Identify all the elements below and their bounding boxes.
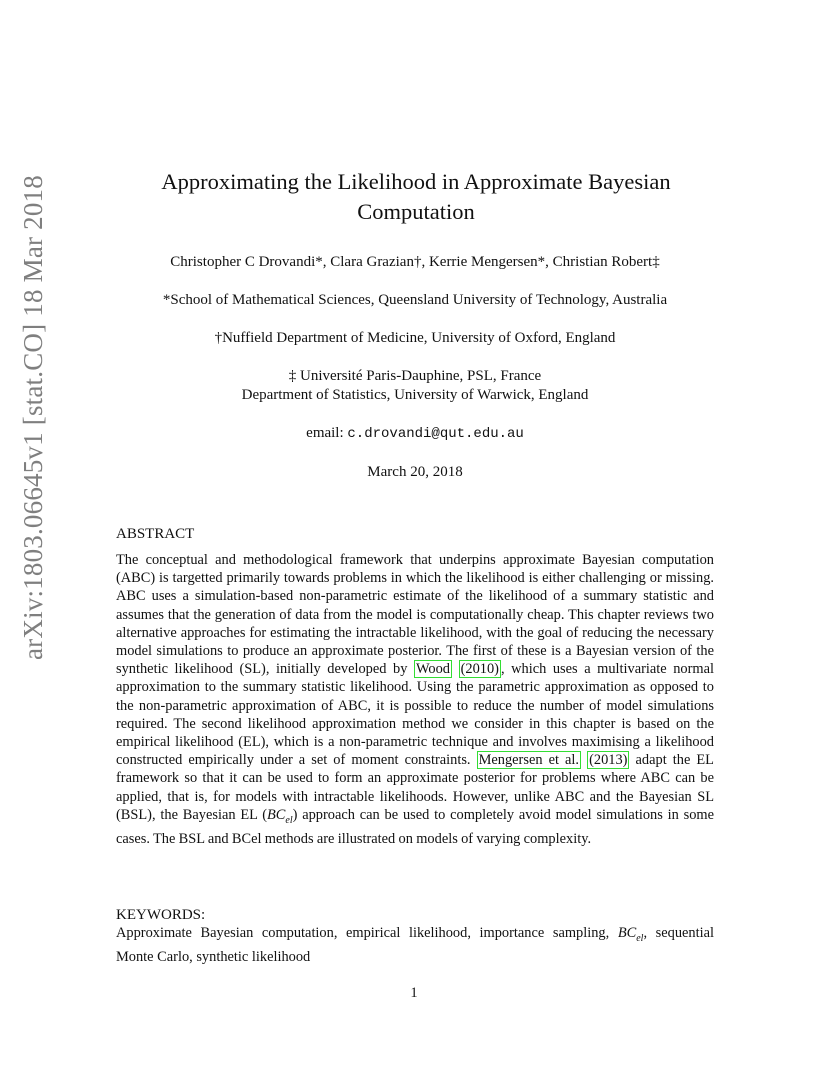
email-address: c.drovandi@qut.edu.au — [347, 426, 524, 442]
abstract-text-part4: ) approach can be used to completely avoid model simulations in some cases. The BSL and BCel methods are illustrated on models of varying complexity. — [116, 806, 715, 847]
arxiv-identifier-stamp: arXiv:1803.06645v1 [stat.CO] 18 Mar 2018 — [18, 175, 48, 660]
paper-date: March 20, 2018 — [367, 464, 463, 480]
abstract-text-part3: adapt the EL framework so that it can be used to form an approximate posterior for problems where ABC can be applied, that is, for models with intractable likelihoods. However, unlike ABC and the Bayesian SL (BSL), the Bayesian EL ( — [116, 752, 714, 823]
keywords-text — [116, 924, 714, 966]
abstract-heading: ABSTRACT — [116, 526, 195, 542]
abstract-text-part1: The conceptual and methodological framework that underpins approximate Bayesian computation (ABC) is targetted primarily towards problems in which the likelihood is either challenging or missing. ABC uses a simulation-based non-parametric estimate of the likelihood of a summary statistic and assumes that the generation of data from the model is computationally cheap. This chapter reviews two alternative approaches for estimating the intractable likelihood, with the goal of reducing the necessary model simulations to produce an approximate posterior. The first of these is a Bayesian version of the synthetic likelihood (SL), initially developed by — [116, 552, 714, 678]
bcel-symbol: $BC_{el}$ — [267, 806, 293, 826]
citation-wood-author[interactable]: Wood — [415, 661, 450, 678]
abstract-text-part2: , which uses a multivariate normal approximation to the summary statistic likelihood. Using the parametric approximation as opposed to the non-parametric approximation of ABC, it is possible to reduce the number of model simulations required. The second likelihood approximation method we consider in this chapter is based on the empirical likelihood (EL), which is a non-parametric technique and involves maximising a likelihood constructed empirically under a set of moment constraints. — [116, 661, 714, 769]
email-line — [100, 424, 730, 444]
email-label: email: — [306, 425, 344, 441]
affiliation-qut: *School of Mathematical Sciences, Queensland University of Technology, Australia — [162, 292, 668, 308]
affiliation-oxford: †Nuffield Department of Medicine, University of Oxford, England — [214, 330, 616, 346]
author-list: Christopher C Drovandi*, Clara Grazian†, Kerrie Mengersen*, Christian Robert‡ — [170, 254, 660, 270]
keywords-text-part1: Approximate Bayesian computation, empirical likelihood, importance sampling, — [116, 925, 610, 941]
keywords-bcel-symbol: $BC_{el}$ — [617, 925, 644, 944]
citation-wood-year[interactable]: (2010) — [460, 661, 499, 678]
citation-mengersen-year[interactable]: (2013) — [589, 752, 628, 769]
affiliation-dauphine: ‡ Université Paris-Dauphine, PSL, France — [288, 368, 542, 384]
affiliation-warwick: Department of Statistics, University of Warwick, England — [241, 387, 589, 403]
citation-mengersen-author[interactable]: Mengersen et al. — [478, 752, 580, 769]
page-number: 1 — [410, 985, 418, 1001]
paper-title: Approximating the Likelihood in Approximate Bayesian Computation — [161, 169, 671, 224]
abstract-text — [116, 551, 714, 848]
keywords-text-part2: , sequential Monte Carlo, synthetic likelihood — [116, 925, 714, 966]
keywords-heading: KEYWORDS: — [116, 907, 206, 923]
